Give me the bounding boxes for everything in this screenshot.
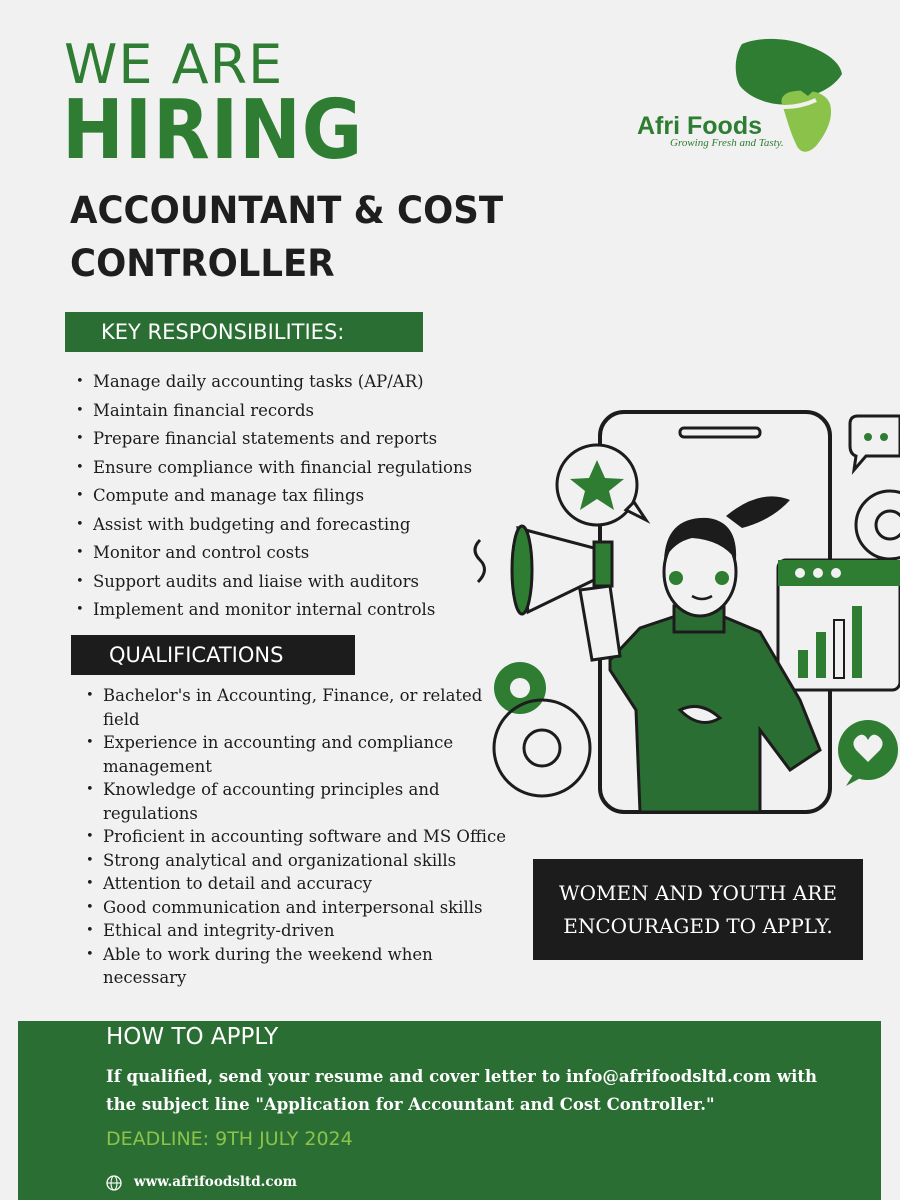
list-item: • Ensure compliance with financial regulations <box>76 454 526 483</box>
logo-name: Afri Foods <box>637 112 762 140</box>
responsibilities-list <box>76 368 526 625</box>
list-item: • Ethical and integrity-driven <box>86 919 506 943</box>
logo-tagline: Growing Fresh and Tasty. <box>670 137 784 149</box>
bar-chart-window <box>778 560 900 690</box>
recruiter-illustration <box>460 410 900 830</box>
headline-hiring: HIRING <box>62 83 364 178</box>
list-item: • Monitor and control costs <box>76 539 526 568</box>
list-item: • Good communication and interpersonal skills <box>86 896 506 920</box>
job-title: ACCOUNTANT & COST CONTROLLER <box>70 189 504 285</box>
encouragement-banner <box>533 859 863 960</box>
gear-icon <box>494 662 590 796</box>
list-item: • Able to work during the weekend when necessary <box>86 943 506 990</box>
list-item: • Prepare financial statements and reports <box>76 425 526 454</box>
list-item: • Attention to detail and accuracy <box>86 872 506 896</box>
qualifications-header-label: QUALIFICATIONS <box>109 643 284 667</box>
chat-bubble-icon <box>850 416 900 470</box>
list-item: • Knowledge of accounting principles and regulations <box>86 778 506 825</box>
globe-icon <box>106 1175 122 1191</box>
list-item: • Strong analytical and organizational skills <box>86 849 506 873</box>
qualifications-header <box>71 635 355 675</box>
star-icon <box>557 445 646 525</box>
list-item: • Proficient in accounting software and MS Office <box>86 825 506 849</box>
list-item: • Implement and monitor internal controls <box>76 596 526 625</box>
list-item: • Maintain financial records <box>76 397 526 426</box>
deadline-text: DEADLINE: 9TH JULY 2024 <box>106 1128 353 1150</box>
list-item: • Support audits and liaise with auditors <box>76 568 526 597</box>
qualifications-list <box>86 684 506 990</box>
how-to-apply-title: HOW TO APPLY <box>106 1024 279 1050</box>
gear-icon <box>856 491 900 559</box>
responsibilities-header-label: KEY RESPONSIBILITIES: <box>101 320 345 344</box>
list-item: • Assist with budgeting and forecasting <box>76 511 526 540</box>
responsibilities-header <box>65 312 423 352</box>
headline-we-are: WE ARE <box>64 33 284 96</box>
list-item: • Manage daily accounting tasks (AP/AR) <box>76 368 526 397</box>
website-link[interactable]: www.afrifoodsltd.com <box>134 1174 297 1190</box>
list-item: • Compute and manage tax filings <box>76 482 526 511</box>
list-item: • Bachelor's in Accounting, Finance, or related field <box>86 684 506 731</box>
heart-icon <box>838 720 898 786</box>
list-item: • Experience in accounting and compliance management <box>86 731 506 778</box>
how-to-apply-text: If qualified, send your resume and cover letter to info@afrifoodsltd.com with the subject line "Application for Accountant and Cost Controller." <box>106 1067 818 1114</box>
encouragement-text: WOMEN AND YOUTH ARE ENCOURAGED TO APPLY. <box>559 880 837 938</box>
